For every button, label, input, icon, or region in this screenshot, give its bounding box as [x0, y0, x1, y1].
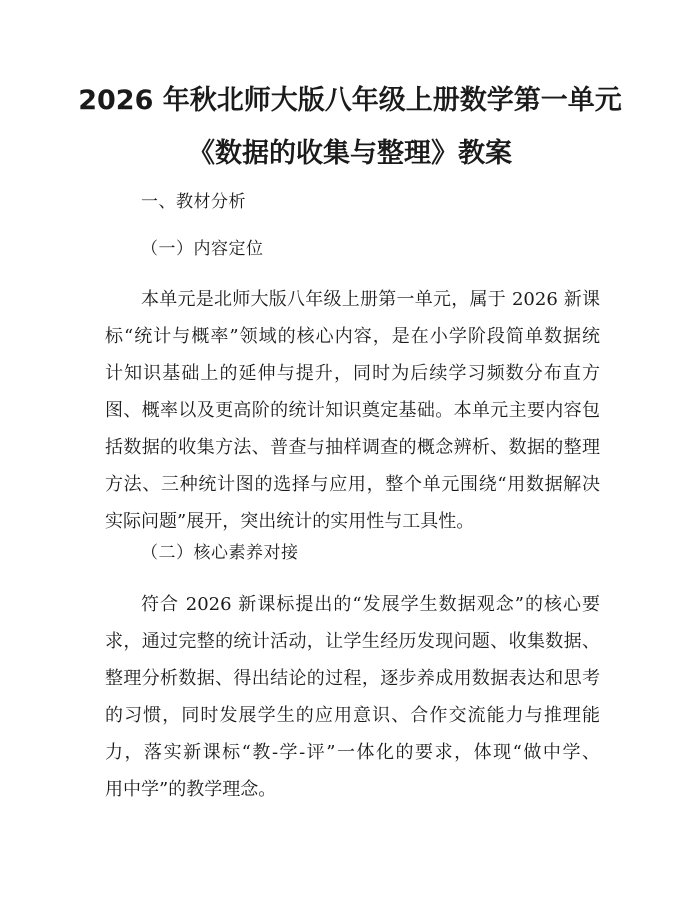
paragraph-content-positioning	[105, 290, 600, 549]
paragraph-line: 的习惯，同时发展学生的应用意识、合作交流能力与推理能	[105, 705, 600, 726]
paragraph-line: 用中学”的教学理念。	[105, 779, 277, 800]
paragraph-line: 力，落实新课标“教-学-评”一体化的要求，体现“做中学、	[105, 742, 600, 763]
paragraph-line: 括数据的收集方法、普查与抽样调查的概念辨析、数据的整理	[105, 437, 600, 458]
paragraph-line: 实际问题”展开，突出统计的实用性与工具性。	[105, 511, 475, 532]
subsection-heading-content-positioning: （一）内容定位	[141, 239, 264, 259]
paragraph-line: 图、概率以及更高阶的统计知识奠定基础。本单元主要内容包	[105, 400, 600, 421]
paragraph-core-literacy	[105, 595, 600, 817]
paragraph-line: 符合 2026 新课标提出的“发展学生数据观念”的核心要	[141, 594, 600, 615]
paragraph-line: 计知识基础上的延伸与提升，同时为后续学习频数分布直方	[105, 363, 600, 384]
paragraph-line: 求，通过完整的统计活动，让学生经历发现问题、收集数据、	[105, 631, 600, 652]
paragraph-line: 方法、三种统计图的选择与应用，整个单元围绕“用数据解决	[105, 474, 600, 495]
document-title-line-1: 2026 年秋北师大版八年级上册数学第一单元	[78, 85, 622, 116]
paragraph-line: 本单元是北师大版八年级上册第一单元，属于 2026 新课	[141, 289, 600, 310]
paragraph-line: 整理分析数据、得出结论的过程，逐步养成用数据表达和思考	[105, 668, 600, 689]
section-heading-textbook-analysis: 一、教材分析	[141, 192, 246, 212]
subsection-heading-core-literacy: （二）核心素养对接	[141, 543, 299, 563]
paragraph-line: 标“统计与概率”领域的核心内容，是在小学阶段简单数据统	[105, 326, 600, 347]
document-title-line-2: 《数据的收集与整理》教案	[188, 138, 512, 169]
